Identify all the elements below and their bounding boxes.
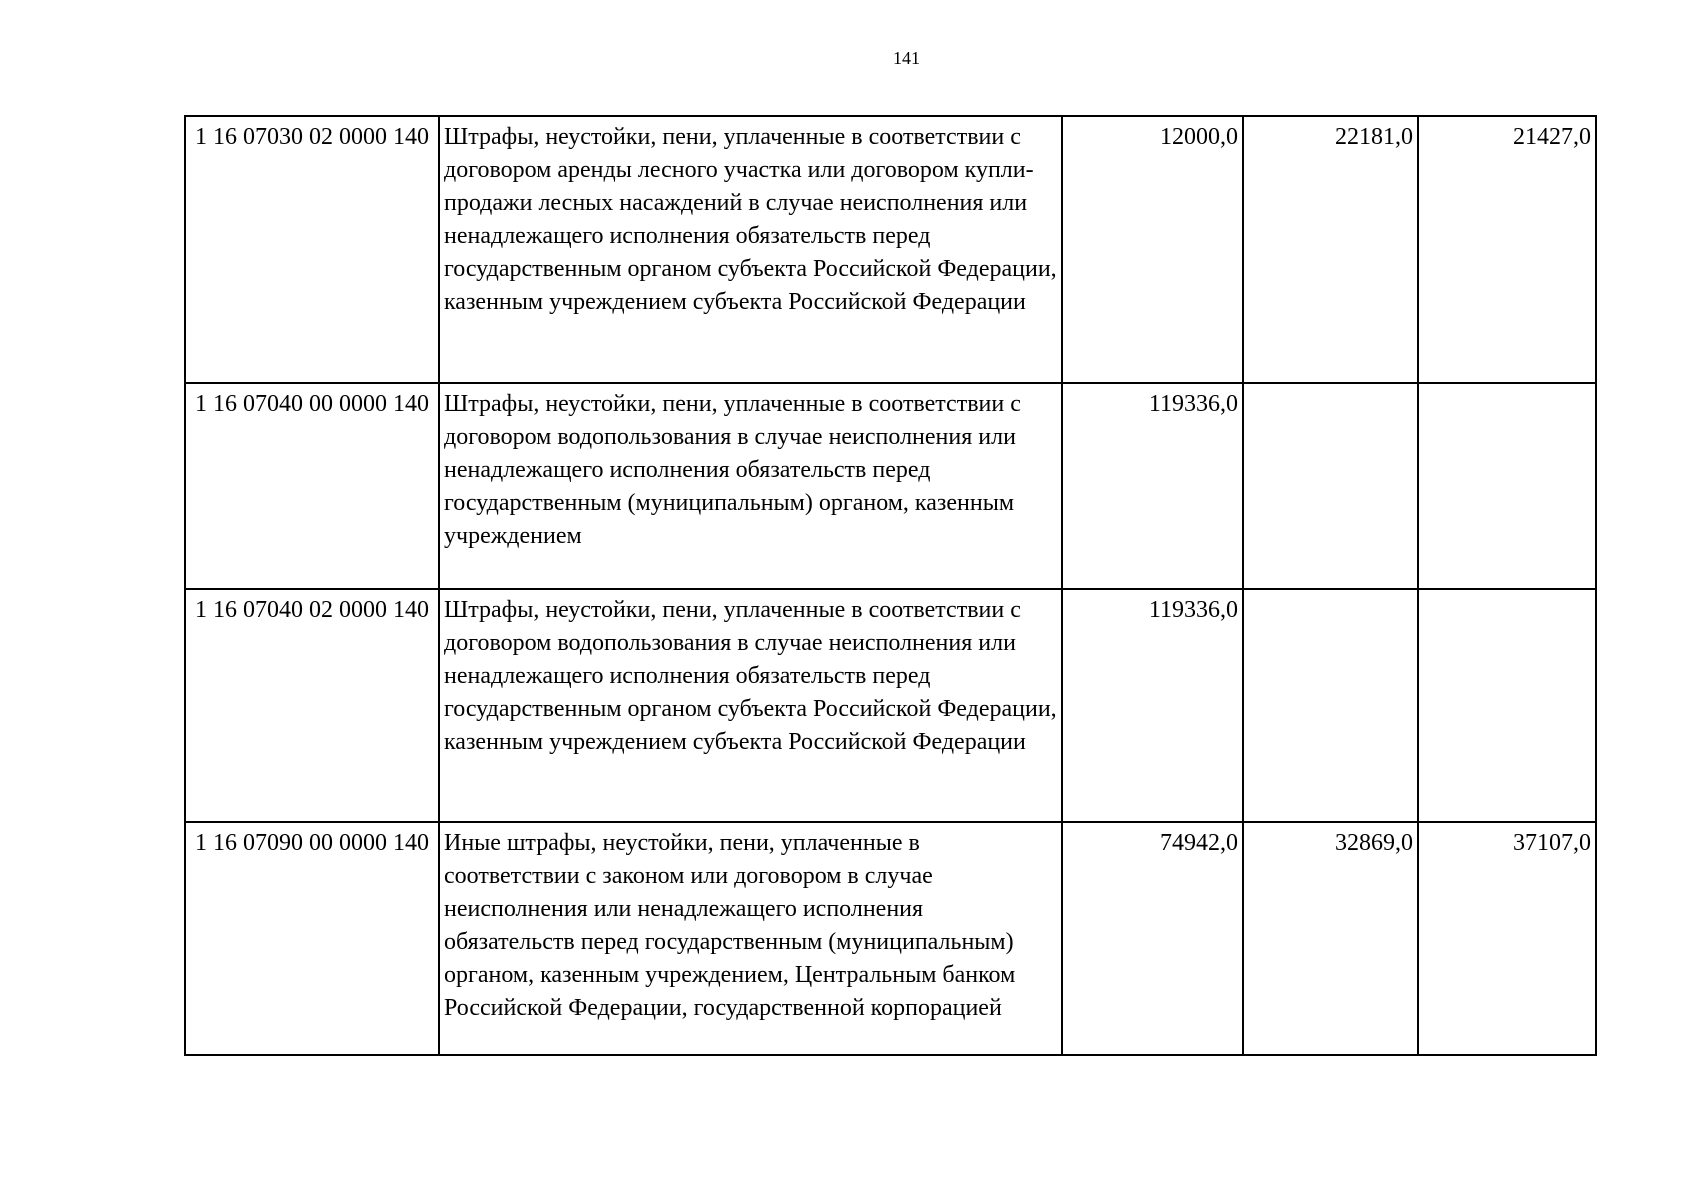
amount-cell-2: 32869,0 xyxy=(1243,822,1418,1055)
amount-cell-3 xyxy=(1418,589,1596,822)
revenue-name-cell: Штрафы, неустойки, пени, уплаченные в соответствии с договором водопользования в случае неисполнения или ненадлежащего исполнения обязательств перед государственным (муниципальным) органом, казенным учреждением xyxy=(439,383,1062,589)
amount-cell-1: 74942,0 xyxy=(1062,822,1243,1055)
amount-cell-2 xyxy=(1243,383,1418,589)
table-row xyxy=(185,116,1596,383)
budget-code-cell: 1 16 07030 02 0000 140 xyxy=(185,116,439,383)
amount-cell-3: 37107,0 xyxy=(1418,822,1596,1055)
amount-cell-3 xyxy=(1418,383,1596,589)
budget-code-cell: 1 16 07040 00 0000 140 xyxy=(185,383,439,589)
budget-code-cell: 1 16 07090 00 0000 140 xyxy=(185,822,439,1055)
table-row xyxy=(185,822,1596,1055)
table-row xyxy=(185,383,1596,589)
page-number: 141 xyxy=(893,48,920,68)
amount-cell-2 xyxy=(1243,589,1418,822)
revenue-name-cell: Штрафы, неустойки, пени, уплаченные в соответствии с договором водопользования в случае неисполнения или ненадлежащего исполнения обязательств перед государственным органом субъекта Российской Федерации, казенным учреждением субъекта Российской Федерации xyxy=(439,589,1062,822)
amount-cell-1: 119336,0 xyxy=(1062,383,1243,589)
revenue-name-cell: Иные штрафы, неустойки, пени, уплаченные в соответствии с законом или договором в случае неисполнения или ненадлежащего исполнения обязательств перед государственным (муниципальным) органом, казенным учреждением, Центральным банком Российской Федерации, государственной корпорацией xyxy=(439,822,1062,1055)
budget-code-cell: 1 16 07040 02 0000 140 xyxy=(185,589,439,822)
budget-revenue-table xyxy=(184,115,1597,1056)
amount-cell-2: 22181,0 xyxy=(1243,116,1418,383)
table-row xyxy=(185,589,1596,822)
amount-cell-1: 119336,0 xyxy=(1062,589,1243,822)
revenue-name-cell: Штрафы, неустойки, пени, уплаченные в соответствии с договором аренды лесного участка или договором купли-продажи лесных насаждений в случае неисполнения или ненадлежащего исполнения обязательств перед государственным органом субъекта Российской Федерации, казенным учреждением субъекта Российской Федерации xyxy=(439,116,1062,383)
amount-cell-1: 12000,0 xyxy=(1062,116,1243,383)
amount-cell-3: 21427,0 xyxy=(1418,116,1596,383)
